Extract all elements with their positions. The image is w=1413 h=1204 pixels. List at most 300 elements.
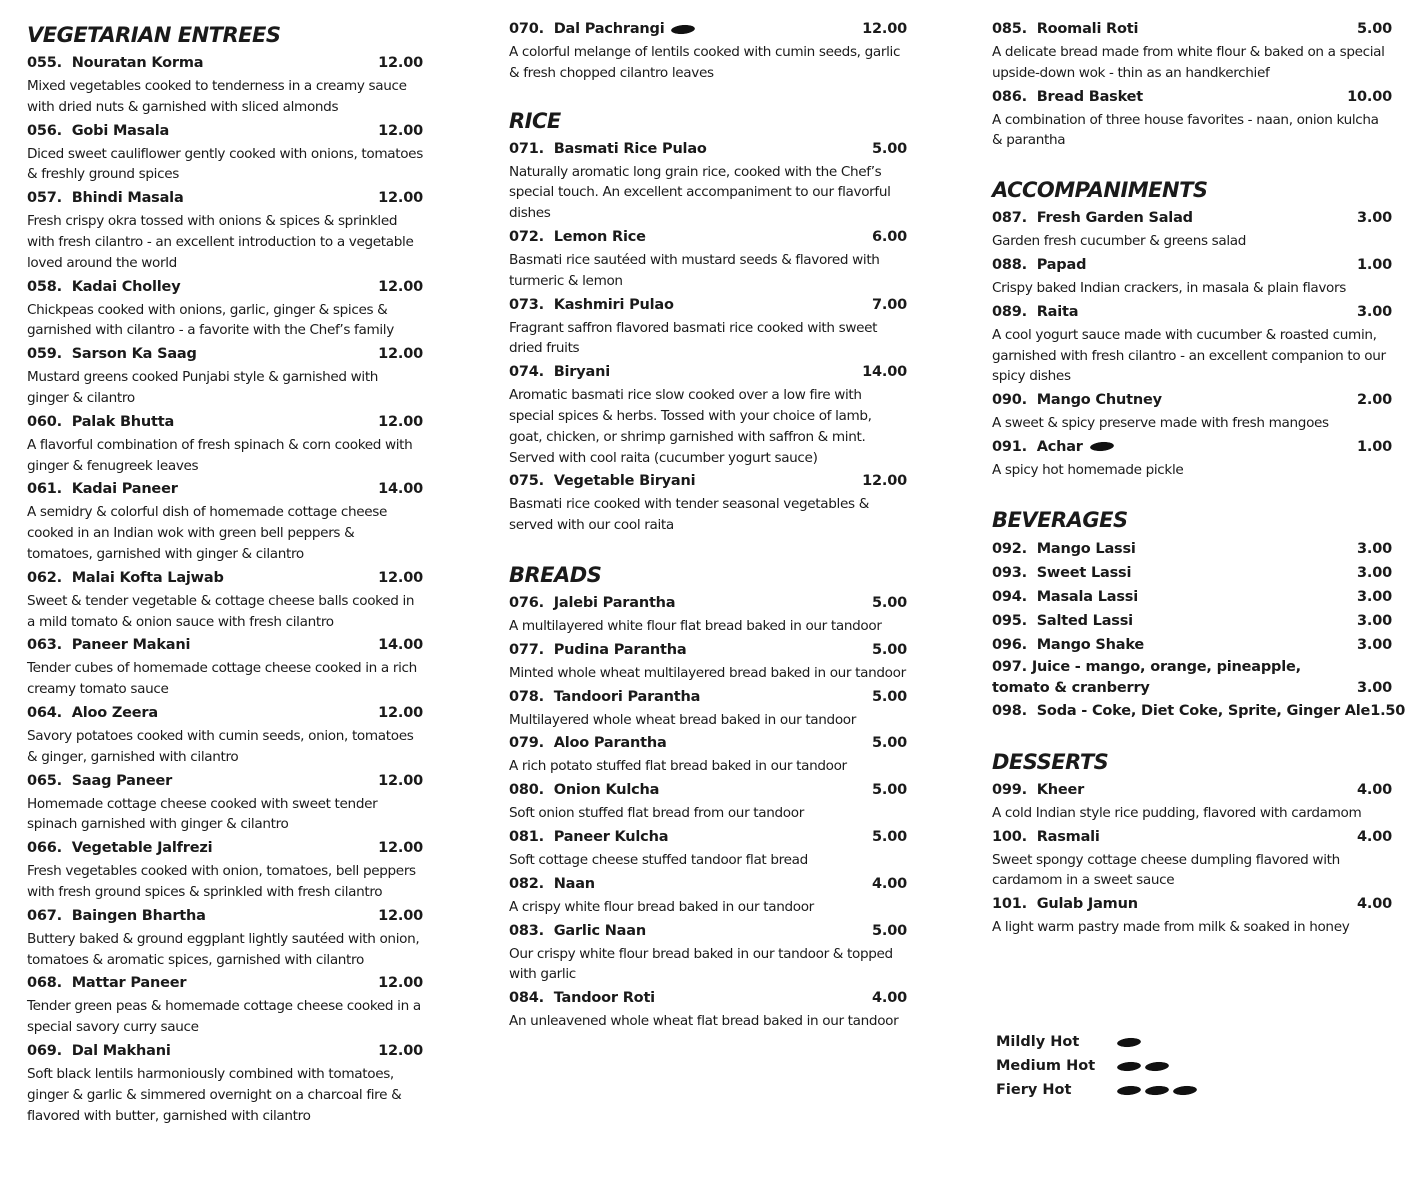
item-heading [509,138,907,160]
item-price: 12.00 [378,975,423,992]
item-title [27,120,169,142]
item-title [509,138,707,160]
menu-item [992,18,1392,84]
item-description: Soft onion stuffed flat bread from our tandoor [509,805,804,822]
menu-item [509,686,907,731]
item-name: Vegetable Biryani [553,473,696,490]
menu-item [27,837,423,903]
chili-pepper-icon [1089,441,1114,452]
menu-item [27,276,423,342]
item-number: 088. [992,256,1027,273]
item-price: 12.00 [378,704,423,721]
item-name: Aloo Zeera [71,704,158,721]
item-number: 077. [509,641,544,658]
menu-item [992,86,1392,152]
item-heading [992,561,1392,585]
item-title [992,609,1133,633]
menu-item [509,826,907,871]
section-title: RICE [509,108,561,133]
item-heading [509,873,907,895]
menu-item [992,699,1406,723]
item-name-line [992,657,1392,678]
legend-label: Fiery Hot [996,1082,1072,1098]
item-heading [992,436,1392,458]
item-name: Aloo Parantha [553,735,667,752]
item-heading [509,639,907,661]
item-name: Papad [1036,256,1087,273]
section-title: VEGETARIAN ENTREES [27,23,281,47]
item-heading [992,657,1392,699]
item-description: A spicy hot homemade pickle [992,461,1184,478]
item-heading [27,343,423,365]
item-description: A light warm pastry made from milk & soaked in honey [992,919,1350,936]
item-number: 101. [992,896,1027,913]
item-price: 12.00 [378,55,423,71]
item-heading [27,478,423,500]
item-description: A combination of three house favorites - naan, onion kulcha & parantha [992,111,1379,149]
item-number: 070. [509,21,544,37]
item-price: 1.00 [1357,256,1392,273]
item-heading [992,254,1392,276]
item-price: 5.00 [872,828,907,845]
item-name: Naan [553,875,595,892]
item-title [992,254,1086,276]
menu-item [992,893,1392,938]
menu-item [509,732,907,777]
item-description: Mixed vegetables cooked to tenderness in a creamy sauce with dried nuts & garnished with sliced almonds [27,78,407,115]
item-name: Baingen Bhartha [71,907,206,924]
item-name-line [992,678,1392,699]
item-title [509,779,659,801]
item-description: Fresh vegetables cooked with onion, tomatoes, bell peppers with fresh ground spices & sprinkled with fresh cilantro [27,863,416,900]
item-description: Crispy baked Indian crackers, in masala & plain flavors [992,279,1346,296]
legend-chili-group [1113,1038,1141,1047]
item-title [509,361,610,383]
menu-section [992,173,1392,481]
item-name: Nouratan Korma [71,55,204,71]
legend-chili-group [1113,1062,1169,1071]
item-name: Raita [1036,303,1079,320]
item-heading [509,592,907,614]
item-heading [992,826,1392,848]
item-heading [27,187,423,209]
item-name: Sarson Ka Saag [71,346,197,363]
item-description: Minted whole wheat multilayered bread baked in our tandoor [509,664,906,681]
chili-pepper-icon [1117,1084,1142,1095]
item-description: Aromatic basmati rice slow cooked over a low fire with special spices & herbs. Tossed with your choice of lamb, goat, chicken, or shrimp garnished with saffron & mint. Served with cool raita (cucumber yogurt sauce) [509,387,872,466]
item-description: An unleavened whole wheat flat bread baked in our tandoor [509,1013,899,1030]
menu-item [992,254,1392,299]
item-price: 3.00 [1357,612,1392,629]
item-number: 098. [992,702,1027,719]
section-title: BEVERAGES [992,507,1128,532]
menu-item [27,120,423,186]
item-name: Pudina Parantha [553,641,687,658]
menu-item [27,343,423,409]
item-number: 055. [27,55,62,71]
item-name: Dal Makhani [71,1042,171,1059]
item-name: Paneer Makani [71,637,191,654]
item-title [509,732,667,754]
item-heading [27,276,423,298]
item-name: Soda - Coke, Diet Coke, Sprite, Ginger Ale [1036,702,1371,719]
item-title [509,639,686,661]
legend-row [996,1054,1197,1078]
menu-item [992,301,1392,387]
item-description: A colorful melange of lentils cooked with cumin seeds, garlic & fresh chopped cilantro leaves [509,44,901,81]
item-number: 061. [27,481,62,498]
menu-item [509,18,907,84]
item-description: Fresh crispy okra tossed with onions & spices & sprinkled with fresh cilantro - an excellent introduction to a vegetable loved around the world [27,213,414,271]
menu-item [509,987,907,1032]
item-description: Mustard greens cooked Punjabi style & garnished with ginger & cilantro [27,369,379,406]
item-price: 3.00 [1357,564,1392,581]
item-number: 100. [992,828,1027,845]
item-title [27,972,186,994]
item-title [992,301,1078,323]
item-name: Kheer [1036,781,1085,798]
item-description: Fragrant saffron flavored basmati rice cooked with sweet dried fruits [509,319,878,357]
item-heading [509,294,907,316]
menu-item [992,657,1392,699]
item-name: Sweet Lassi [1036,564,1132,581]
item-price: 5.00 [872,594,907,611]
item-price: 12.00 [378,1042,423,1059]
item-description: Homemade cottage cheese cooked with sweet tender spinach garnished with ginger & cilantro [27,795,378,833]
item-number: 080. [509,782,544,799]
item-title [509,920,646,942]
item-description: Our crispy white flour bread baked in our tandoor & topped with garlic [509,945,893,983]
item-number: 067. [27,907,62,924]
item-price: 3.00 [1357,210,1392,227]
item-description: Soft black lentils harmoniously combined with tomatoes, ginger & garlic & simmered overnight on a charcoal fire & flavored with butter, garnished with cilantro [27,1065,402,1124]
item-heading [27,120,423,142]
menu-item [509,779,907,824]
item-title [509,226,646,248]
item-name: Kadai Cholley [71,278,181,295]
chili-pepper-icon [1117,1060,1142,1071]
item-name: Garlic Naan [553,922,646,939]
item-description: Savory potatoes cooked with cumin seeds, onion, tomatoes & ginger, garnished with cilantro [27,727,414,765]
menu-item [27,567,423,633]
item-title [27,187,184,209]
item-number: 082. [509,875,544,892]
menu-section [992,18,1392,151]
menu-item [992,207,1392,252]
item-title [509,873,595,895]
item-price: 3.00 [1357,303,1392,320]
item-price: 12.00 [378,907,423,924]
item-title [992,86,1143,108]
item-name: Vegetable Jalfrezi [71,840,213,857]
item-name: Tandoori Parantha [553,688,701,705]
item-price: 12.00 [378,413,423,430]
item-heading [509,686,907,708]
item-number: 071. [509,140,544,157]
item-heading [992,779,1392,801]
menu-item [992,561,1392,585]
item-price: 5.00 [872,688,907,705]
item-number: 069. [27,1042,62,1059]
item-price: 12.00 [862,473,907,490]
item-price: 5.00 [1357,21,1392,37]
section-title: ACCOMPANIMENTS [992,178,1208,203]
section-title: BREADS [509,562,602,587]
menu-item [27,411,423,477]
chili-pepper-icon [1117,1036,1142,1047]
item-heading [27,837,423,859]
item-heading [992,633,1392,657]
item-number: 086. [992,88,1027,105]
item-name: Gobi Masala [71,122,170,139]
item-price: 12.00 [378,772,423,789]
menu-column-2 [509,18,907,1034]
item-heading [27,634,423,656]
item-name: Basmati Rice Pulao [553,140,707,157]
item-name: Mango Lassi [1036,540,1136,557]
item-price: 12.00 [378,278,423,295]
item-price: 5.00 [872,140,907,157]
item-title [992,537,1136,561]
item-heading [509,470,907,492]
item-heading [27,411,423,433]
legend-row [996,1030,1197,1054]
item-price: 1.00 [1357,438,1392,455]
item-number: 094. [992,588,1027,605]
item-description: Chickpeas cooked with onions, garlic, ginger & spices & garnished with cilantro - a favorite with the Chef’s family [27,301,394,339]
item-description: A multilayered white flour flat bread baked in our tandoor [509,617,882,634]
item-price: 3.00 [1357,588,1392,605]
item-heading [27,1040,423,1062]
menu-item [992,633,1392,657]
item-number: 099. [992,781,1027,798]
item-number: 075. [509,473,544,490]
item-name: Kadai Paneer [71,481,178,498]
item-description: A crispy white flour bread baked in our tandoor [509,898,814,915]
item-description: Sweet & tender vegetable & cottage cheese balls cooked in a mild tomato & onion sauce with fresh cilantro [27,592,415,630]
item-title [509,826,668,848]
menu-item [27,770,423,836]
item-heading [992,18,1392,40]
item-price: 12.00 [378,122,423,139]
item-heading [27,770,423,792]
item-number: 096. [992,636,1027,653]
item-title [992,436,1114,458]
item-heading [27,905,423,927]
item-price: 5.00 [872,641,907,658]
item-title [992,633,1144,657]
menu-item [509,361,907,468]
item-name: Juice - mango, orange, pineapple, [1031,658,1301,675]
menu-item [509,226,907,292]
menu-item [992,389,1392,434]
item-price: 12.00 [378,840,423,857]
item-number: 065. [27,772,62,789]
item-name: Masala Lassi [1036,588,1138,605]
menu-item [27,52,423,118]
spice-legend [996,1030,1197,1102]
menu-item [992,436,1392,481]
item-heading [27,702,423,724]
item-price: 12.00 [378,569,423,586]
item-title [27,411,174,433]
item-price: 3.00 [1357,679,1392,696]
menu-section [509,104,907,536]
item-price: 12.00 [862,21,907,37]
item-price: 4.00 [872,990,907,1007]
item-description: A cool yogurt sauce made with cucumber & roasted cumin, garnished with fresh cilantro - an excellent companion to our spicy dishes [992,326,1386,385]
item-name-continued: tomato & cranberry [992,679,1150,696]
item-title [992,18,1138,40]
item-price: 10.00 [1347,88,1392,105]
item-title [509,592,675,614]
item-heading [509,779,907,801]
item-name: Lemon Rice [553,228,646,245]
item-description: A delicate bread made from white flour & baked on a special upside-down wok - thin as an handkerchief [992,44,1385,81]
item-number: 097. [992,658,1027,675]
item-title [27,837,212,859]
menu-item [509,592,907,637]
item-name: Kashmiri Pulao [553,296,674,313]
item-price: 3.00 [1357,540,1392,557]
item-title [992,585,1138,609]
item-heading [992,609,1392,633]
item-name: Palak Bhutta [71,413,175,430]
item-name: Mattar Paneer [71,975,187,992]
item-heading [992,301,1392,323]
item-price: 4.00 [872,875,907,892]
section-title: DESSERTS [992,749,1109,774]
item-description: Basmati rice cooked with tender seasonal vegetables & served with our cool raita [509,496,869,534]
menu-item [27,187,423,273]
item-heading [509,361,907,383]
item-description: A rich potato stuffed flat bread baked in our tandoor [509,758,847,775]
chili-pepper-icon [1145,1060,1170,1071]
item-price: 12.00 [378,190,423,207]
item-number: 072. [509,228,544,245]
item-heading [992,893,1392,915]
item-title [992,893,1138,915]
item-number: 066. [27,840,62,857]
item-name: Saag Paneer [71,772,173,789]
item-name: Fresh Garden Salad [1036,210,1193,227]
menu-item [27,905,423,971]
item-price: 4.00 [1357,781,1392,798]
item-description: Multilayered whole wheat bread baked in our tandoor [509,711,856,728]
menu-section [992,745,1392,938]
item-name: Salted Lassi [1036,612,1133,629]
item-title [509,294,674,316]
item-title [27,567,224,589]
item-name: Jalebi Parantha [553,594,676,611]
item-description: Diced sweet cauliflower gently cooked with onions, tomatoes & freshly ground spices [27,145,423,183]
item-number: 089. [992,303,1027,320]
item-name: Achar [1036,438,1083,455]
menu-item [509,138,907,224]
item-description: Naturally aromatic long grain rice, cooked with the Chef’s special touch. An excellent accompaniment to our flavorful dishes [509,163,891,222]
item-title [27,343,197,365]
item-number: 063. [27,637,62,654]
item-heading [992,207,1392,229]
menu-item [992,826,1392,892]
item-heading [992,585,1392,609]
menu-section [992,503,1406,723]
item-name: Dal Pachrangi [553,21,665,37]
item-number: 060. [27,413,62,430]
chili-pepper-icon [1173,1084,1198,1095]
item-title [27,478,178,500]
item-number: 056. [27,122,62,139]
item-price: 5.00 [872,735,907,752]
item-heading [992,537,1392,561]
item-number: 073. [509,296,544,313]
item-description: Basmati rice sautéed with mustard seeds & flavored with turmeric & lemon [509,251,880,289]
item-name: Roomali Roti [1036,21,1139,37]
menu-item [509,920,907,986]
item-number: 085. [992,21,1027,37]
item-title [27,276,180,298]
item-number: 091. [992,438,1027,455]
item-price: 2.00 [1357,392,1392,409]
item-number: 078. [509,688,544,705]
item-name: Tandoor Roti [553,990,655,1007]
chili-pepper-icon [671,23,696,34]
item-number: 062. [27,569,62,586]
menu-item [27,1040,423,1126]
item-description: A flavorful combination of fresh spinach & corn cooked with ginger & fenugreek leaves [27,436,413,474]
item-price: 1.50 [1370,702,1406,719]
menu-section [27,18,423,1126]
menu-item [509,470,907,536]
item-number: 064. [27,704,62,721]
item-number: 076. [509,594,544,611]
item-title [992,699,1370,723]
item-description: Tender cubes of homemade cottage cheese cooked in a rich creamy tomato sauce [27,660,417,698]
item-price: 7.00 [872,296,907,313]
item-heading [992,389,1392,411]
item-description: A semidry & colorful dish of homemade cottage cheese cooked in an Indian wok with green bell peppers & tomatoes, garnished with ginger & cilantro [27,504,387,562]
item-number: 093. [992,564,1027,581]
item-number: 079. [509,735,544,752]
item-name: Bhindi Masala [71,190,184,207]
item-title [27,634,190,656]
menu-item [992,609,1392,633]
item-description: Garden fresh cucumber & greens salad [992,233,1247,250]
menu-column-3 [992,18,1406,940]
item-heading [509,826,907,848]
item-title [992,826,1100,848]
item-price: 12.00 [378,346,423,363]
item-number: 074. [509,364,544,381]
item-description: Soft cottage cheese stuffed tandoor flat bread [509,851,808,868]
item-title [509,18,695,40]
item-title [27,1040,171,1062]
item-heading [509,18,907,40]
item-price: 14.00 [378,481,423,498]
item-description: Sweet spongy cottage cheese dumpling flavored with cardamom in a sweet sauce [992,851,1340,889]
item-number: 058. [27,278,62,295]
item-title [509,686,700,708]
menu-item [27,702,423,768]
item-price: 6.00 [872,228,907,245]
item-name: Rasmali [1036,828,1100,845]
item-price: 14.00 [378,637,423,654]
item-number: 083. [509,922,544,939]
item-heading [509,920,907,942]
item-name: Onion Kulcha [553,782,660,799]
item-price: 5.00 [872,782,907,799]
item-heading [27,972,423,994]
